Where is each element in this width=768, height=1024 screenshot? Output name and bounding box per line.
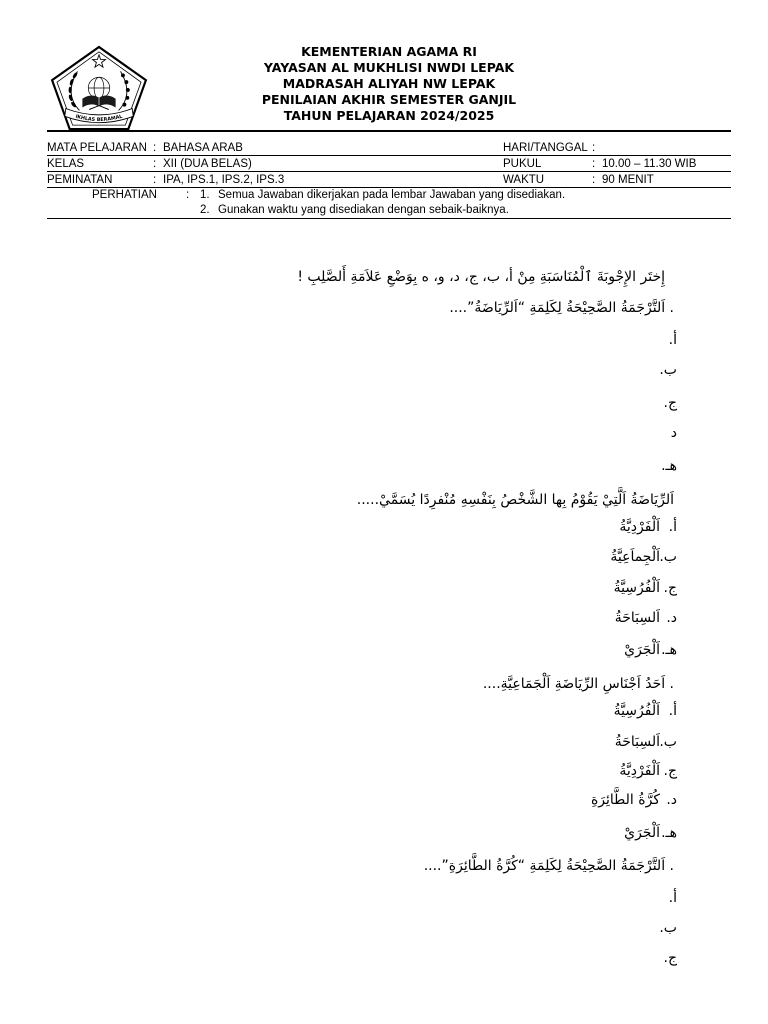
colon: : — [153, 142, 157, 154]
row-divider — [47, 155, 731, 156]
q1-option-1 — [660, 330, 677, 350]
option-label: د. — [666, 610, 677, 626]
option-label: ب. — [659, 549, 677, 565]
q1-option-3 — [660, 393, 677, 413]
option-label: ب. — [659, 362, 677, 378]
q1-option-4 — [660, 423, 677, 443]
q1-option-2 — [660, 360, 677, 380]
option-label: هـ. — [661, 825, 677, 841]
subject-value: BAHASA ARAB — [163, 142, 243, 154]
colon: : — [592, 158, 596, 170]
q3-option-4 — [591, 790, 677, 810]
option-text: اَلْفَرْدِيَّةُ — [619, 763, 660, 779]
q2-option-3 — [614, 578, 677, 598]
option-label: أ. — [668, 890, 677, 906]
instruction: إِختَر الإِجْوبَةَ ٱلْمُنَاسَبَةِ مِنْ أ، ب، ج، د، و، ه بِوَضْعِ عَلاَمَةِ أَلصَّلِبِ ! — [297, 269, 665, 285]
option-text: اَلْجَرَيْ — [624, 642, 660, 658]
header-exam-title: PENILAIAN AKHIR SEMESTER GANJIL — [261, 92, 517, 107]
q3-option-1 — [614, 701, 677, 721]
class-label: KELAS — [47, 158, 85, 170]
header-divider — [47, 130, 731, 132]
option-text: اَلْجَرَيْ — [624, 825, 660, 841]
time-value: 10.00 – 11.30 WIB — [602, 158, 697, 170]
header-academic-year: TAHUN PELAJARAN 2024/2025 — [283, 108, 495, 123]
row-divider — [47, 171, 731, 172]
option-text: كُرَّةُ الطَّائِرَةِ — [590, 792, 660, 808]
q4-option-2 — [660, 918, 677, 938]
option-label: ج. — [663, 395, 677, 411]
q2-option-1 — [619, 517, 677, 537]
school-header — [230, 44, 548, 124]
q1-option-5 — [660, 456, 677, 476]
notice-number: 1. — [200, 189, 210, 201]
colon: : — [592, 142, 596, 154]
question-3-prompt: . اَحَدُ اَجْنَاسِ الرِّيَاضَةِ اَلْجَمَاعِيَّةِ.... — [482, 676, 674, 692]
subject-label: MATA PELAJARAN — [47, 142, 147, 154]
option-label: ب. — [659, 734, 677, 750]
header-foundation: YAYASAN AL MUKHLISI NWDI LEPAK — [263, 60, 515, 75]
option-label: ج. — [663, 950, 677, 966]
colon: : — [186, 189, 190, 201]
question-1-prompt: . اَلتَّرْجَمَةُ الصَّحِيْحَةُ لِكَلِمَةِ “اَلرِّيَاضَةُ”.... — [449, 300, 674, 316]
q2-option-2 — [610, 547, 677, 567]
q4-option-3 — [660, 948, 677, 968]
notice-number: 2. — [200, 204, 210, 216]
ministry-logo — [50, 45, 148, 131]
option-text: اَلسِبَاحَةُ — [614, 610, 660, 626]
question-4-prompt: . اَلتَّرْجَمَةُ الصَّحِيْحَةُ لِكَلِمَةِ “كُرَّةُ الطَّائِرَةِ”.... — [423, 858, 674, 874]
colon: : — [153, 174, 157, 186]
colon: : — [153, 158, 157, 170]
option-text: اَلْفَرْدِيَّةُ — [619, 519, 660, 535]
specialization-value: IPA, IPS.1, IPS.2, IPS.3 — [163, 174, 285, 186]
time-label: PUKUL — [503, 158, 542, 170]
notice-text: Gunakan waktu yang disediakan dengan sebaik-baiknya. — [218, 204, 509, 216]
q3-option-5 — [624, 823, 677, 843]
question-2-prompt: اَلرِّيَاضَةُ اَلَّتِيْ يَقُوْمُ بِها الشَّخْصُ بِنَفْسِهِ مُنْفرِدًا يُسَمَّيْ..... — [356, 492, 674, 508]
notice-label: PERHATIAN — [92, 189, 157, 201]
option-label: د — [670, 425, 677, 441]
colon: : — [592, 174, 596, 186]
header-school: MADRASAH ALIYAH NW LEPAK — [282, 76, 496, 91]
option-label: ج. — [663, 763, 677, 779]
option-label: د. — [666, 792, 677, 808]
option-text: اَلْجِماَعِيَّةُ — [610, 549, 660, 565]
class-value: XII (DUA BELAS) — [163, 158, 252, 170]
option-label: أ. — [668, 332, 677, 348]
specialization-label: PEMINATAN — [47, 174, 113, 186]
logo-ribbon-text: IKHLAS BERAMAL — [74, 113, 124, 123]
option-label: ب. — [659, 920, 677, 936]
info-bottom-divider — [47, 218, 731, 219]
option-label: ج. — [663, 580, 677, 596]
q3-option-3 — [619, 761, 677, 781]
q4-option-1 — [660, 888, 677, 908]
q2-option-5 — [624, 640, 677, 660]
q3-option-2 — [615, 732, 677, 752]
option-label: أ. — [668, 519, 677, 535]
duration-label: WAKTU — [503, 174, 545, 186]
option-label: أ. — [668, 703, 677, 719]
header-ministry: KEMENTERIAN AGAMA RI — [301, 44, 477, 59]
option-label: هـ. — [661, 458, 677, 474]
notice-text: Semua Jawaban dikerjakan pada lembar Jawaban yang disediakan. — [218, 189, 566, 201]
option-text: اَلْفُرُسِيَّةُ — [613, 580, 660, 596]
date-label: HARI/TANGGAL — [503, 142, 588, 154]
option-text: اَلسِبَاحَةُ — [614, 734, 660, 750]
option-text: اَلْفُرُسِيَّةُ — [613, 703, 660, 719]
duration-value: 90 MENIT — [602, 174, 654, 186]
q2-option-4 — [615, 608, 677, 628]
option-label: هـ. — [661, 642, 677, 658]
